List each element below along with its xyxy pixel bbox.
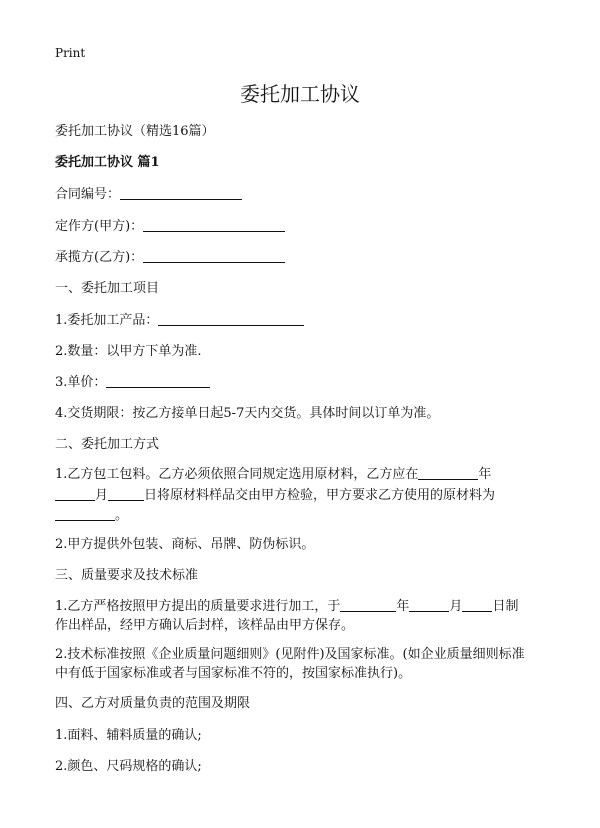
sample-year-blank [340, 599, 396, 612]
contract-number-label: 合同编号： [55, 187, 121, 202]
contract-number-blank [120, 187, 242, 200]
item-2-2: 2.甲方提供外包装、商标、吊牌、防伪标识。 [55, 537, 315, 552]
heading-3: 三、质量要求及技术标准 [55, 568, 199, 583]
day-blank [108, 488, 144, 501]
print-label[interactable]: Print [55, 46, 86, 60]
subtitle: 委托加工协议（精选16篇） [55, 124, 215, 139]
item-2-1-line1 [55, 463, 491, 482]
item-3-2-line1: 2.技术标准按照《企业质量问题细则》(见附件)及国家标准。(如企业质量细则标准 [55, 647, 525, 662]
section-title: 委托加工协议 篇1 [55, 155, 160, 170]
party-b-label: 承揽方(乙方)： [55, 250, 144, 265]
heading-4: 四、乙方对质量负责的范围及期限 [55, 696, 251, 711]
year-blank [418, 467, 478, 480]
sample-day-blank [462, 599, 492, 612]
month-label: 月 [95, 488, 109, 503]
item-2-1-text: 1.乙方包工包料。乙方必须依照合同规定选用原材料，乙方应在 [55, 467, 419, 482]
sample-month-blank [409, 599, 449, 612]
sample-year-label: 年 [396, 599, 410, 614]
item-3-1-line2: 作出样品，经甲方确认后封样，该样品由甲方保存。 [55, 618, 355, 633]
unit-price-blank [106, 375, 210, 388]
item-1-1-label: 1.委托加工产品： [55, 313, 159, 328]
period: 。 [115, 508, 129, 523]
party-b-blank [143, 250, 285, 263]
item-1-3 [55, 371, 210, 390]
item-3-1-text: 1.乙方严格按照甲方提出的质量要求进行加工，于 [55, 599, 341, 614]
month-blank-prefix [55, 488, 95, 501]
party-a-label: 定作方(甲方)： [55, 219, 144, 234]
page-title: 委托加工协议 [240, 82, 360, 106]
heading-2: 二、委托加工方式 [55, 437, 160, 452]
item-1-2: 2.数量：以甲方下单为准. [55, 344, 202, 359]
year-label: 年 [478, 467, 492, 482]
item-4-2: 2.颜色、尺码规格的确认; [55, 759, 202, 774]
item-3-2-line2: 中有低于国家标准或者与国家标准不符的，按国家标准执行)。 [55, 666, 412, 681]
party-a-blank [143, 219, 285, 232]
product-blank [158, 313, 304, 326]
item-2-1-line3 [55, 504, 128, 523]
item-2-1-text-2: 日将原材料样品交由甲方检验，甲方要求乙方使用的原材料为 [144, 488, 496, 503]
item-1-4: 4.交货期限：按乙方接单日起5-7天内交货。具体时间以订单为准。 [55, 406, 440, 421]
party-a-row [55, 215, 285, 234]
item-2-1-line2 [55, 484, 495, 503]
party-b-row [55, 246, 285, 265]
contract-number-row [55, 183, 242, 202]
item-3-1-line1 [55, 595, 518, 614]
material-blank [55, 508, 115, 521]
sample-day-label: 日制 [492, 599, 519, 614]
item-1-3-label: 3.单价： [55, 375, 107, 390]
heading-1: 一、委托加工项目 [55, 281, 160, 296]
sample-month-label: 月 [449, 599, 463, 614]
item-4-1: 1.面料、辅料质量的确认; [55, 728, 202, 743]
item-1-1 [55, 309, 304, 328]
